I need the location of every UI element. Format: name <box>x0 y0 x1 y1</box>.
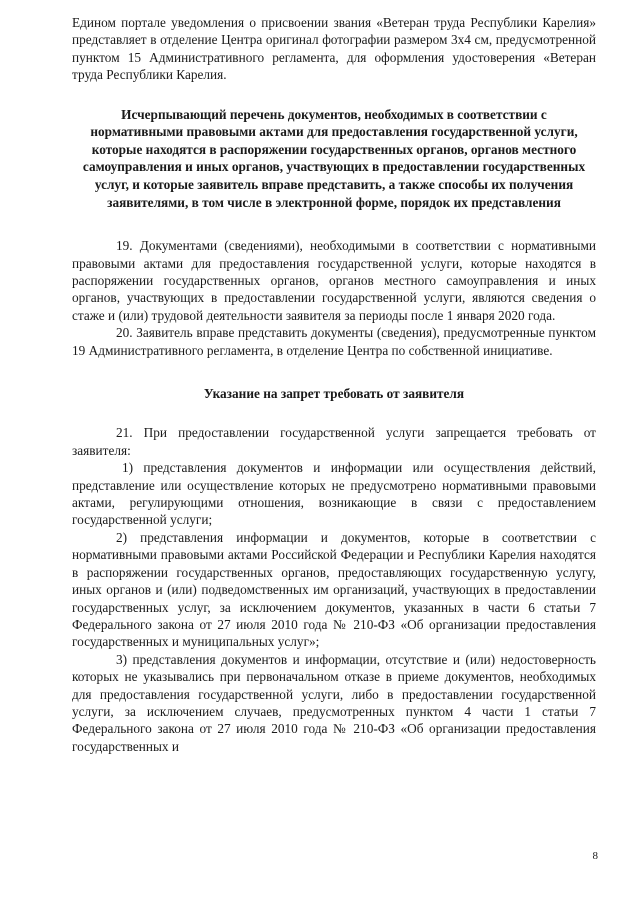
section-heading-prohibition: Указание на запрет требовать от заявителя <box>203 386 465 402</box>
paragraph-19: 19. Документами (сведениями), необходимыми в соответствии с нормативными правовыми актами для предоставления государственной услуги, которые находятся в распоряжении государственных органов, органов местного самоуправления и иных органов, участвующих в предоставлении государственной услуги, являются сведения о стаже и (или) трудовой деятельности заявителя за периоды после 1 января 2020 года. <box>72 238 596 323</box>
continuation-paragraph: Едином портале уведомления о присвоении звания «Ветеран труда Республики Карелия» представляет в отделение Центра оригинал фотографии размером 3х4 см, предусмотренной пунктом 15 Административного регламента, для оформления удостоверения «Ветеран труда Республики Карелия. <box>72 15 596 83</box>
paragraph-21: 21. При предоставлении государственной услуги запрещается требовать от заявителя: <box>72 425 596 458</box>
list-item-3: 3) представления документов и информации, отсутствие и (или) недостоверность которых не указывались при первоначальном отказе в приеме документов, необходимых для предоставления государственной услуги, либо в предоставлении государственной услуги, за исключением случаев, предусмотренных пунктом 4 части 1 статьи 7 Федерального закона от 27 июля 2010 года № 210-ФЗ «Об организации предоставления государственных и <box>72 651 596 754</box>
page-number: 8 <box>592 850 598 862</box>
section-heading-documents: Исчерпывающий перечень документов, необходимых в соответствии с нормативными правовыми актами для предоставления государственной услуги, которые находятся в распоряжении государственных органов, органов местного самоуправления и иных органов, участвующих в предоставлении государственных услуг, и которые заявитель вправе представить, а также способы их получения заявителями, в том числе в электронной форме, порядок их представления <box>82 106 586 210</box>
list-item-1: 1) представления документов и информации или осуществления действий, представление или осуществление которых не предусмотрено нормативными правовыми актами, регулирующими отношения, возникающие в связи с предоставлением государственной услуги; <box>72 460 596 528</box>
paragraph-20: 20. Заявитель вправе представить документы (сведения), предусмотренные пунктом 19 Административного регламента, в отделение Центра по собственной инициативе. <box>72 325 596 358</box>
list-item-2: 2) представления информации и документов, которые в соответствии с нормативными правовыми актами Российской Федерации и Республики Карелия находятся в распоряжении государственных органов, предоставляющих государственную услугу, иных органов и (или) подведомственных им организаций, участвующих в предоставлении государственных услуг, за исключением документов, указанных в части 6 статьи 7 Федерального закона от 27 июля 2010 года № 210-ФЗ «Об организации предоставления государственных и муниципальных услуг»; <box>72 529 596 650</box>
